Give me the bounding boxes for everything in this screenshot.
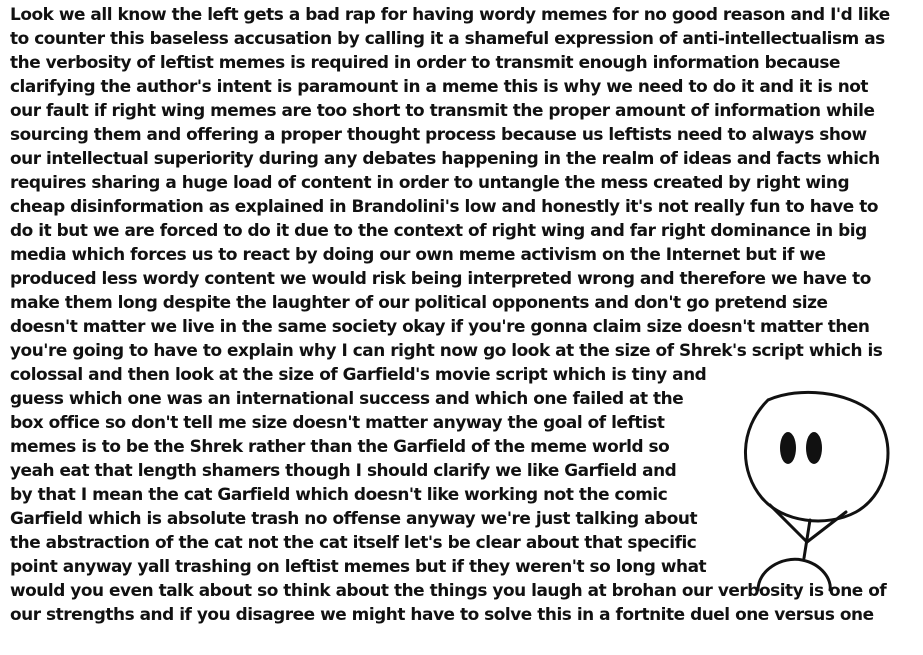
text-line: by that I mean the cat Garfield which doesn't like working not the comic bbox=[10, 484, 668, 504]
text-line: our strengths and if you disagree we might have to solve this in a fortnite duel one versus one bbox=[10, 604, 874, 624]
text-line: our fault if right wing memes are too short to transmit the proper amount of information while bbox=[10, 100, 875, 120]
text-line: yeah eat that length shamers though I should clarify we like Garfield and bbox=[10, 460, 677, 480]
stick-figure-eye-right bbox=[806, 432, 822, 464]
text-line: requires sharing a huge load of content in order to untangle the mess created by right wing bbox=[10, 172, 850, 192]
text-line: the verbosity of leftist memes is required in order to transmit enough information because bbox=[10, 52, 840, 72]
stick-figure-drawing bbox=[730, 390, 900, 605]
text-line: guess which one was an international success and which one failed at the bbox=[10, 388, 684, 408]
text-line: our intellectual superiority during any debates happening in the realm of ideas and facts which bbox=[10, 148, 880, 168]
text-line: do it but we are forced to do it due to the context of right wing and far right dominance in big bbox=[10, 220, 867, 240]
stick-figure-arm-right bbox=[807, 512, 846, 542]
text-line: make them long despite the laughter of our political opponents and don't go pretend size bbox=[10, 292, 828, 312]
text-line: doesn't matter we live in the same society okay if you're gonna claim size doesn't matter then bbox=[10, 316, 870, 336]
text-line: to counter this baseless accusation by calling it a shameful expression of anti-intellectualism as bbox=[10, 28, 885, 48]
text-line: box office so don't tell me size doesn't matter anyway the goal of leftist bbox=[10, 412, 665, 432]
text-line: would you even talk about so think about the things you laugh at brohan our verbosity is one of bbox=[10, 580, 887, 600]
text-line: media which forces us to react by doing our own meme activism on the Internet but if we bbox=[10, 244, 826, 264]
text-line: you're going to have to explain why I can right now go look at the size of Shrek's script which is bbox=[10, 340, 883, 360]
text-line: point anyway yall trashing on leftist memes but if they weren't so long what bbox=[10, 556, 707, 576]
stick-figure-legs bbox=[758, 559, 830, 590]
text-line: memes is to be the Shrek rather than the Garfield of the meme world so bbox=[10, 436, 670, 456]
text-line: clarifying the author's intent is paramount in a meme this is why we need to do it and it is not bbox=[10, 76, 869, 96]
text-line: cheap disinformation as explained in Brandolini's low and honestly it's not really fun to have to bbox=[10, 196, 879, 216]
text-line: sourcing them and offering a proper thought process because us leftists need to always show bbox=[10, 124, 867, 144]
text-line: the abstraction of the cat not the cat itself let's be clear about that specific bbox=[10, 532, 697, 552]
text-line: produced less wordy content we would risk being interpreted wrong and therefore we have to bbox=[10, 268, 871, 288]
stick-figure-arm-left bbox=[770, 505, 807, 542]
text-line: colossal and then look at the size of Garfield's movie script which is tiny and bbox=[10, 364, 707, 384]
text-line: Garfield which is absolute trash no offense anyway we're just talking about bbox=[10, 508, 698, 528]
text-line: Look we all know the left gets a bad rap for having wordy memes for no good reason and I'd like bbox=[10, 4, 890, 24]
stick-figure-eye-left bbox=[780, 432, 796, 464]
